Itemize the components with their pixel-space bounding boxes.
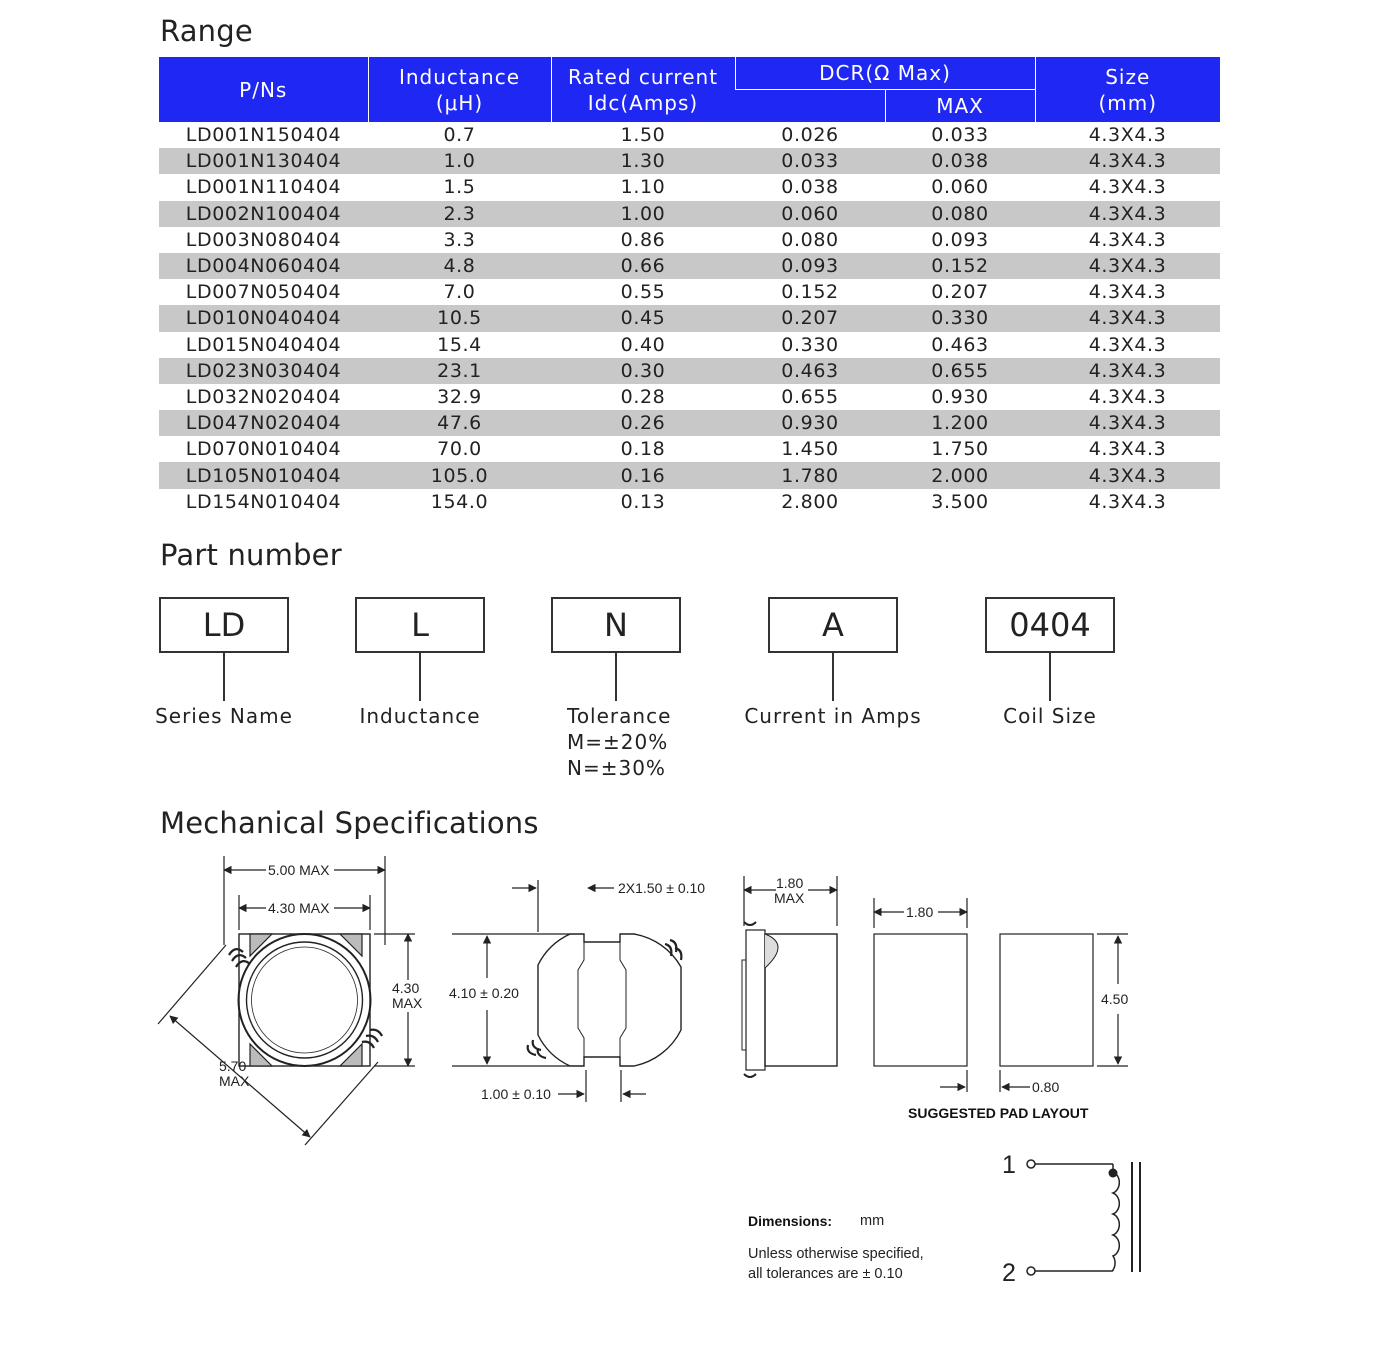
table-cell: 23.1 — [368, 358, 551, 384]
part-code-label-line: Current in Amps — [744, 704, 922, 728]
dim-180-2: MAX — [774, 890, 805, 906]
part-code-box: N — [551, 597, 681, 653]
table-cell: LD004N060404 — [159, 253, 368, 279]
table-cell: LD047N020404 — [159, 410, 368, 436]
part-code-box: A — [768, 597, 898, 653]
dim-2x150: 2X1.50 ± 0.10 — [618, 880, 706, 896]
table-cell: LD070N010404 — [185, 438, 342, 461]
part-code-box: L — [355, 597, 485, 653]
table-cell: 4.3X4.3 — [1088, 385, 1167, 408]
dims-unit: mm — [860, 1213, 885, 1229]
table-cell: 1.750 — [931, 438, 989, 461]
end-view — [742, 876, 837, 1077]
table-cell: 0.152 — [885, 253, 1035, 279]
part-code-label-line: N=±30% — [567, 756, 666, 780]
table-cell: 0.55 — [620, 281, 666, 304]
header-dcr-max: MAX — [885, 90, 1035, 123]
table-cell: 4.3X4.3 — [1035, 358, 1220, 384]
pad-layout — [874, 898, 1128, 1092]
table-cell: 4.3X4.3 — [1035, 462, 1220, 488]
table-cell: LD007N050404 — [185, 281, 342, 304]
table-cell: LD001N130404 — [159, 148, 368, 174]
table-cell: 1.5 — [443, 176, 476, 199]
table-cell: LD154N010404 — [185, 490, 342, 513]
table-cell: 0.13 — [620, 490, 666, 513]
table-cell: 0.330 — [885, 305, 1035, 331]
table-cell: LD001N110404 — [185, 176, 342, 199]
dim-180-1: 1.80 — [776, 875, 804, 891]
tolerance-note-1: Unless otherwise specified, — [748, 1246, 924, 1262]
dim-pad-180: 1.80 — [906, 904, 934, 920]
table-cell: 0.033 — [735, 148, 885, 174]
dim-410: 4.10 ± 0.20 — [449, 985, 519, 1001]
dim-pad-080: 0.80 — [1032, 1079, 1060, 1095]
part-code-label-line: Series Name — [155, 704, 293, 728]
pad-caption: SUGGESTED PAD LAYOUT — [908, 1105, 1089, 1121]
dim-500: 5.00 MAX — [268, 862, 330, 878]
table-cell: LD105N010404 — [159, 462, 368, 488]
table-cell: 0.330 — [781, 333, 839, 356]
table-cell: 0.30 — [551, 358, 735, 384]
table-cell: 105.0 — [368, 462, 551, 488]
table-cell: 3.3 — [443, 228, 476, 251]
part-code-label-line: M=±20% — [567, 730, 669, 754]
table-cell: 1.780 — [735, 462, 885, 488]
dim-570-2: MAX — [219, 1073, 250, 1089]
table-cell: 0.655 — [885, 358, 1035, 384]
dim-pad-450: 4.50 — [1101, 991, 1129, 1007]
table-cell: 0.16 — [551, 462, 735, 488]
table-cell: LD001N150404 — [185, 124, 342, 147]
table-cell: 4.8 — [368, 253, 551, 279]
table-cell: 32.9 — [437, 385, 482, 408]
dim-430v-2: MAX — [392, 995, 423, 1011]
table-cell: 1.00 — [551, 201, 735, 227]
table-cell: 2.800 — [781, 490, 839, 513]
table-cell: 0.080 — [885, 201, 1035, 227]
table-cell: 0.207 — [735, 305, 885, 331]
table-cell: 70.0 — [437, 438, 482, 461]
table-cell: 0.080 — [781, 228, 839, 251]
table-cell: 0.655 — [781, 385, 839, 408]
table-cell: 0.18 — [620, 438, 666, 461]
table-cell: 0.463 — [931, 333, 989, 356]
table-cell: 2.000 — [885, 462, 1035, 488]
part-code-label-line: Inductance — [359, 704, 481, 728]
table-cell: 154.0 — [430, 490, 489, 513]
table-cell: 4.3X4.3 — [1035, 253, 1220, 279]
table-cell: 4.3X4.3 — [1088, 176, 1167, 199]
table-cell: 0.093 — [931, 228, 989, 251]
table-cell: LD003N080404 — [185, 228, 342, 251]
pin-1: 1 — [1002, 1151, 1016, 1179]
header-rated-current: Rated current Idc(Amps) — [551, 57, 735, 122]
table-cell: LD023N030404 — [159, 358, 368, 384]
table-cell: 4.3X4.3 — [1088, 228, 1167, 251]
table-cell: 4.3X4.3 — [1088, 490, 1167, 513]
header-size: Size (mm) — [1035, 57, 1220, 122]
dim-430: 4.30 MAX — [268, 900, 330, 916]
table-cell: 0.7 — [443, 124, 476, 147]
table-cell: LD010N040404 — [159, 305, 368, 331]
table-cell: 0.86 — [620, 228, 666, 251]
table-cell: 0.28 — [620, 385, 666, 408]
table-cell: 1.0 — [368, 148, 551, 174]
header-inductance: Inductance (μH) — [368, 57, 551, 122]
table-cell: 4.3X4.3 — [1088, 281, 1167, 304]
table-cell: 4.3X4.3 — [1088, 124, 1167, 147]
tolerance-note-2: all tolerances are ± 0.10 — [748, 1266, 903, 1282]
table-cell: 0.66 — [551, 253, 735, 279]
table-cell: 0.060 — [735, 201, 885, 227]
part-code-box: LD — [159, 597, 289, 653]
table-cell: 4.3X4.3 — [1088, 333, 1167, 356]
table-cell: 1.50 — [620, 124, 666, 147]
mech-title: Mechanical Specifications — [160, 806, 539, 840]
polarity-dot — [1109, 1169, 1118, 1178]
table-cell: 0.093 — [735, 253, 885, 279]
dim-570-1: 5.70 — [219, 1058, 247, 1074]
table-cell: 0.038 — [885, 148, 1035, 174]
table-cell: 7.0 — [443, 281, 476, 304]
part-number-title: Part number — [160, 538, 342, 572]
table-cell: 0.26 — [551, 410, 735, 436]
dim-430v-1: 4.30 — [392, 980, 420, 996]
header-dcr: DCR(Ω Max) — [735, 57, 1035, 90]
pin-2: 2 — [1002, 1259, 1016, 1287]
range-title: Range — [160, 14, 253, 48]
table-cell: 0.40 — [620, 333, 666, 356]
table-cell: 1.30 — [551, 148, 735, 174]
dims-label: Dimensions: — [748, 1213, 833, 1229]
table-cell: 0.207 — [931, 281, 989, 304]
table-cell: 0.038 — [781, 176, 839, 199]
table-cell: 3.500 — [931, 490, 989, 513]
table-cell: 15.4 — [437, 333, 482, 356]
table-cell: 0.060 — [931, 176, 989, 199]
table-cell: 4.3X4.3 — [1035, 410, 1220, 436]
table-cell: LD002N100404 — [159, 201, 368, 227]
table-cell: LD032N020404 — [185, 385, 342, 408]
table-cell: 0.930 — [931, 385, 989, 408]
header-pns: P/Ns — [159, 57, 368, 122]
table-cell: 4.3X4.3 — [1088, 438, 1167, 461]
table-cell: 2.3 — [368, 201, 551, 227]
table-cell: 0.45 — [551, 305, 735, 331]
coil-schematic — [1027, 1160, 1140, 1275]
table-cell: 4.3X4.3 — [1035, 305, 1220, 331]
table-cell: 10.5 — [368, 305, 551, 331]
table-cell: 1.450 — [781, 438, 839, 461]
part-code-box: 0404 — [985, 597, 1115, 653]
table-cell: 4.3X4.3 — [1035, 148, 1220, 174]
part-code-label-line: Coil Size — [1003, 704, 1097, 728]
table-cell: 0.930 — [735, 410, 885, 436]
table-cell: 1.200 — [885, 410, 1035, 436]
table-cell: 0.026 — [781, 124, 839, 147]
table-cell: 1.10 — [620, 176, 666, 199]
part-code-label-line: Tolerance — [567, 704, 672, 728]
table-cell: 47.6 — [368, 410, 551, 436]
table-cell: 0.463 — [735, 358, 885, 384]
table-cell: LD015N040404 — [185, 333, 342, 356]
table-cell: 0.033 — [931, 124, 989, 147]
table-cell: 0.152 — [781, 281, 839, 304]
table-cell: 4.3X4.3 — [1035, 201, 1220, 227]
dim-100: 1.00 ± 0.10 — [481, 1086, 551, 1102]
